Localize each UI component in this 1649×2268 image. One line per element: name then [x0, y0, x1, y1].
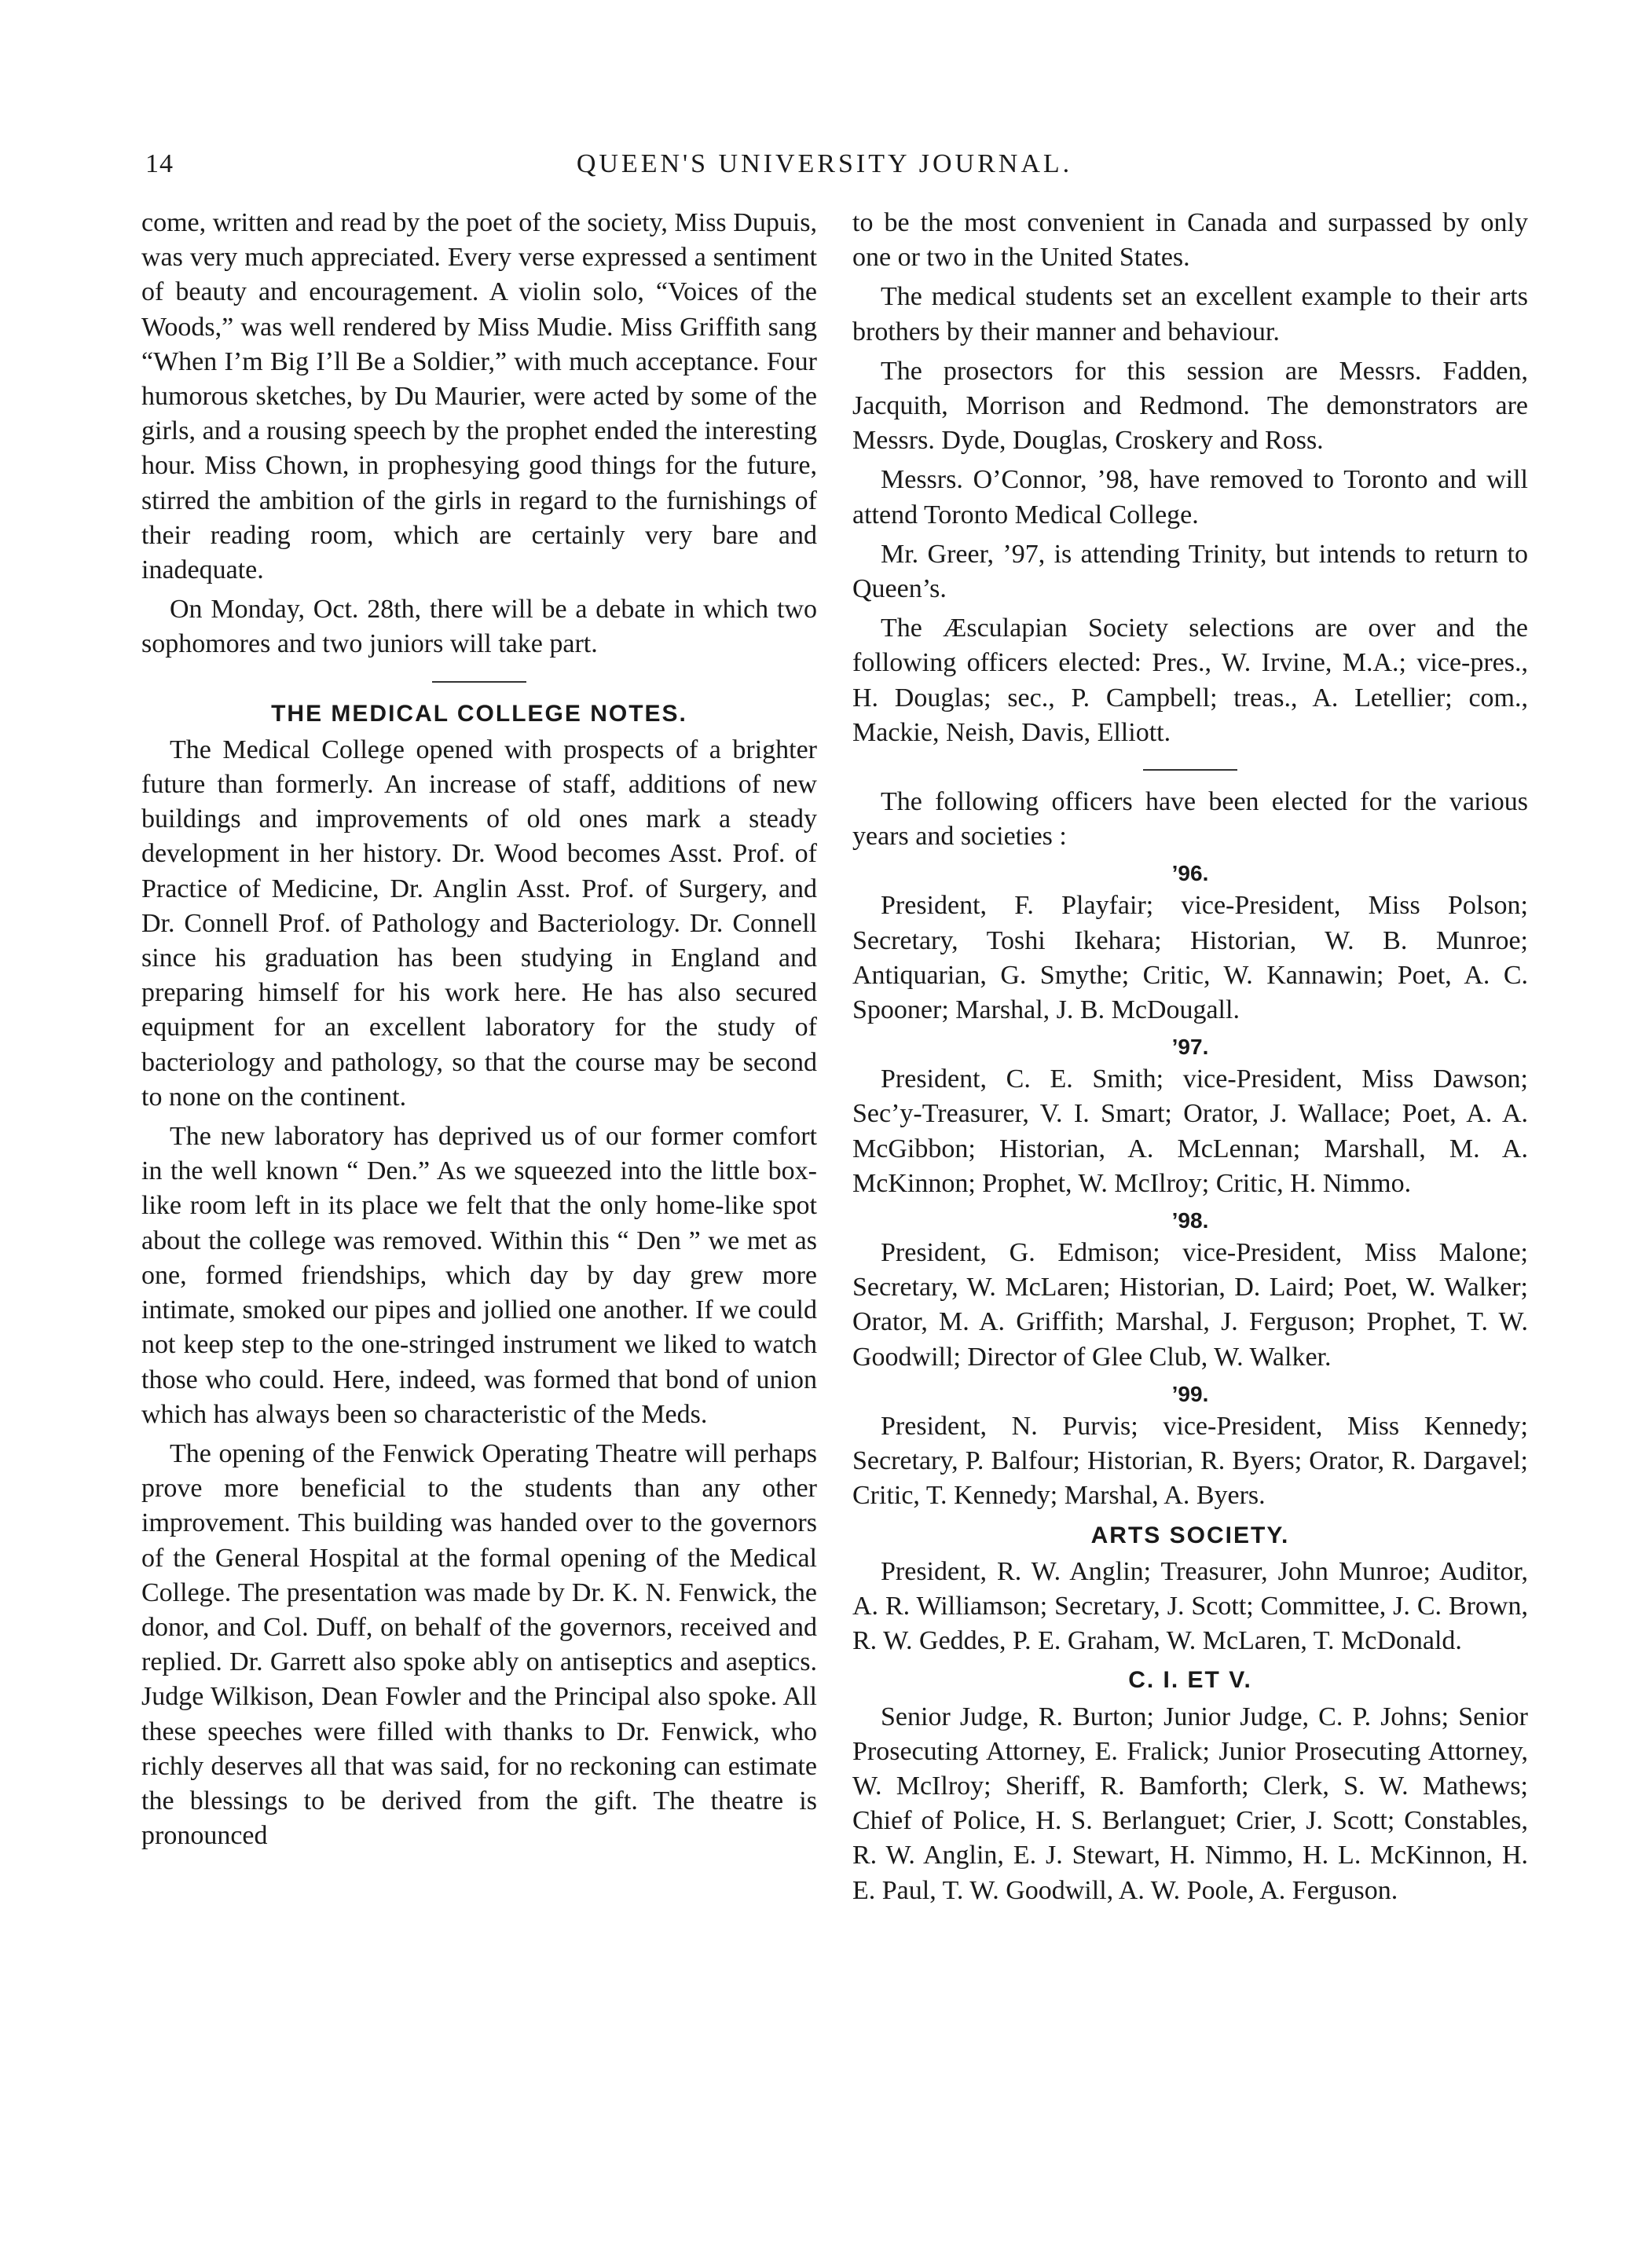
year-heading-98: ’98. — [1171, 1208, 1209, 1233]
paragraph-debate: On Monday, Oct. 28th, there will be a debate in which two sophomores and two juniors will take part. — [141, 595, 817, 659]
section-divider — [432, 681, 526, 683]
paragraph-officers-99: President, N. Purvis; vice-President, Miss Kennedy; Secretary, P. Balfour; Historian, R. Byers; Orator, R. Dargavel; Critic, T. Kennedy; Marshal, A. Byers. — [852, 1411, 1528, 1511]
left-column — [141, 206, 817, 1858]
paragraph-poem-reading: come, written and read by the poet of the society, Miss Dupuis, was very much appreciated. Every verse expressed a sentiment of beauty and encouragement. A violin solo, “Voices of the Woods,” was well rendered by Miss Mudie. Miss Griffith sang “When I’m Big I’ll Be a Soldier,” with much acceptance. Four humorous sketches, by Du Maurier, were acted by some of the girls, and a rousing speech by the prophet ended the interesting hour. Miss Chown, in prophesying good things for the future, stirred the ambition of the girls in regard to the furnishings of their reading room, which are certainly very bare and inadequate. — [141, 208, 817, 585]
paragraph-officers-97: President, C. E. Smith; vice-President, Miss Dawson; Sec’y-Treasurer, V. I. Smart; Orator, J. Wallace; Poet, A. A. McGibbon; Historian, A. McLennan; Marshall, M. A. McKinnon; Prophet, W. McIlroy; Critic, H. Nimmo. — [852, 1064, 1528, 1198]
paragraph-aesculapian: The Æsculapian Society selections are over and the following officers elected: Pres., W. Irvine, M.A.; vice-pres., H. Douglas; sec., P. Campbell; treas., A. Letellier; com., Mackie, Neish, Davis, Elliott. — [852, 614, 1528, 747]
paragraph-medical-students: The medical students set an excellent example to their arts brothers by their manner and behaviour. — [852, 282, 1528, 346]
paragraph-theatre-continued: to be the most convenient in Canada and surpassed by only one or two in the United States. — [852, 208, 1528, 273]
section-heading-medical-college: THE MEDICAL COLLEGE NOTES. — [271, 700, 687, 727]
paragraph-officers-96: President, F. Playfair; vice-President, Miss Polson; Secretary, Toshi Ikehara; Historian, W. B. Munroe; Antiquarian, G. Smythe; Critic, W. Kannawin; Poet, A. C. Spooner; Marshal, J. B. McDougall. — [852, 891, 1528, 1025]
paragraph-prosectors: The prosectors for this session are Messrs. Fadden, Jacquith, Morrison and Redmond. The demonstrators are Messrs. Dyde, Douglas, Croskery and Ross. — [852, 356, 1528, 456]
paragraph-officers-98: President, G. Edmison; vice-President, Miss Malone; Secretary, W. McLaren; Historian, D. Laird; Poet, W. Walker; Orator, M. A. Griffith; Marshal, J. Ferguson; Prophet, T. W. Goodwill; Director of Glee Club, W. Walker. — [852, 1238, 1528, 1372]
page-number: 14 — [145, 149, 174, 178]
paragraph-fenwick-theatre: The opening of the Fenwick Operating Theatre will perhaps prove more beneficial to the students than any other improvement. This building was handed over to the governors of the General Hospital at the formal opening of the Medical College. The presentation was made by Dr. K. N. Fenwick, the donor, and Col. Duff, on behalf of the governors, received and replied. Dr. Garrett also spoke ably on antiseptics and aseptics. Judge Wilkison, Dean Fowler and the Principal also spoke. All these speeches were filled with thanks to Dr. Fenwick, who richly deserves all that was said, for no reckoning can estimate the blessings to be derived from the gift. The theatre is pronounced — [141, 1438, 817, 1851]
paragraph-greer: Mr. Greer, ’97, is attending Trinity, but intends to return to Queen’s. — [852, 539, 1528, 604]
year-heading-96: ’96. — [1171, 861, 1209, 886]
running-head: QUEEN'S UNIVERSITY JOURNAL. — [576, 149, 1073, 178]
right-column — [852, 206, 1528, 1913]
year-heading-97: ’97. — [1171, 1035, 1209, 1060]
paragraph-arts-society: President, R. W. Anglin; Treasurer, John Munroe; Auditor, A. R. Williamson; Secretary, J. Scott; Committee, J. C. Brown, R. W. Geddes, P. E. Graham, W. McLaren, T. McDonald. — [852, 1556, 1528, 1656]
paragraph-officers-intro: The following officers have been elected for the various years and societies : — [852, 787, 1528, 852]
paragraph-court: Senior Judge, R. Burton; Junior Judge, C. P. Johns; Senior Prosecuting Attorney, E. Fralick; Junior Prosecuting Attorney, W. McIlroy; Sheriff, R. Bamforth; Clerk, S. W. Mathews; Chief of Police, H. S. Berlanguet; Crier, J. Scott; Constables, R. W. Anglin, E. J. Stewart, H. Nimmo, H. L. McKinnon, H. E. Paul, T. W. Goodwill, A. W. Poole, A. Ferguson. — [852, 1702, 1528, 1905]
section-heading-arts-society: ARTS SOCIETY. — [1090, 1522, 1290, 1548]
paragraph-oconnor: Messrs. O’Connor, ’98, have removed to Toronto and will attend Toronto Medical College. — [852, 465, 1528, 529]
year-heading-99: ’99. — [1171, 1381, 1209, 1406]
paragraph-medical-opening: The Medical College opened with prospects of a brighter future than formerly. An increase of staff, additions of new buildings and improvements of old ones mark a steady development in her history. Dr. Wood becomes Asst. Prof. of Practice of Medicine, Dr. Anglin Asst. Prof. of Surgery, and Dr. Connell Prof. of Pathology and Bacteriology. Dr. Connell since his graduation has been studying in England and preparing himself for his work here. He has also secured equipment for an excellent laboratory for the study of bacteriology and pathology, so that the course may be second to none on the continent. — [141, 735, 817, 1112]
paragraph-den: The new laboratory has deprived us of our former comfort in the well known “ Den.” As we squeezed into the little box-like room left in its place we felt that the only home-like spot about the college was removed. Within this “ Den ” we met as one, formed friendships, which day by day grew more intimate, smoked our pipes and jollied one another. If we could not keep step to the one-stringed instrument we liked to watch those who could. Here, indeed, was formed that bond of union which has always been so characteristic of the Meds. — [141, 1122, 817, 1429]
section-divider — [1143, 769, 1237, 771]
section-heading-court: C. I. ET V. — [1128, 1667, 1252, 1694]
